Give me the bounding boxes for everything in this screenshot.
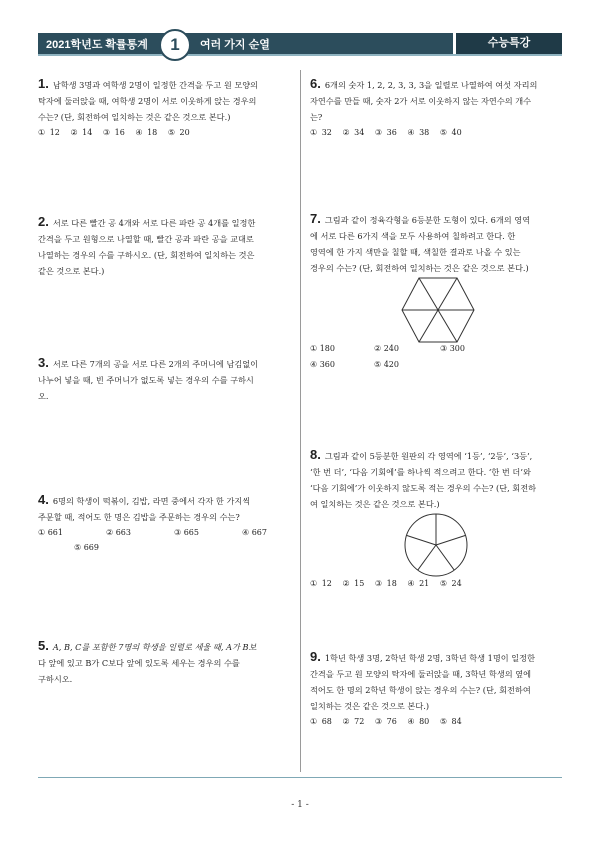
question-text: 6개의 숫자 1, 2, 2, 3, 3, 3을 일렬로 나열하여 여섯 자리의 — [324, 80, 538, 90]
choice: ③ 665 — [174, 528, 199, 537]
question-6 — [310, 76, 562, 140]
answer-choices — [38, 125, 290, 140]
question-text: ‘한 번 더’, ‘다음 기회에’를 하나씩 적으려고 한다. ‘한 번 더’와 — [310, 467, 531, 477]
question-text: 적어도 한 명의 2학년 학생이 앉는 경우의 수는? (단, 회전하여 — [310, 685, 531, 695]
question-text: 다 앞에 있고 B가 C보다 앞에 있도록 세우는 경우의 수를 — [38, 658, 240, 668]
choice: ① 68 — [310, 717, 332, 726]
question-text: 나누어 넣을 때, 빈 주머니가 없도록 넣는 경우의 수를 구하시 — [38, 375, 254, 385]
choice: ① 180 — [310, 344, 335, 353]
choice: ④ 38 — [407, 128, 430, 137]
question-8 — [310, 447, 562, 512]
question-text: ‘다음 기회에’가 이웃하지 않도록 적는 경우의 수는? (단, 회전하 — [310, 483, 537, 493]
choice: ② 72 — [342, 717, 365, 726]
question-text: 자연수를 만들 때, 숫자 2가 서로 이웃하지 않는 자연수의 개수 — [310, 96, 532, 106]
question-text: 그림과 같이 정육각형을 6등분한 도형이 있다. 6개의 영역 — [324, 215, 531, 225]
choice: ① 32 — [310, 128, 332, 137]
question-3 — [38, 355, 290, 404]
question-number: 4. — [38, 492, 49, 507]
question-text: 남학생 3명과 여학생 2명이 일정한 간격을 두고 원 모양의 — [52, 80, 259, 90]
question-text: 서로 다른 7개의 공을 서로 다른 2개의 주머니에 남김없이 — [52, 359, 259, 369]
hexagon-figure — [400, 276, 476, 344]
question-7-choices — [310, 341, 562, 371]
question-5 — [38, 638, 290, 687]
choice: ⑤ 84 — [439, 717, 462, 726]
question-text: 수는? (단, 회전하여 일치하는 것은 같은 것으로 본다.) — [38, 112, 231, 122]
choice: ② 15 — [342, 579, 365, 588]
chapter-number-badge: 1 — [159, 29, 191, 61]
choice: ⑤ 40 — [439, 128, 462, 137]
book-tag: 수능특강 — [453, 33, 562, 54]
question-9 — [310, 649, 562, 729]
question-text: 탁자에 둘러앉을 때, 여학생 2명이 서로 이웃하게 앉는 경우의 — [38, 96, 257, 106]
question-text: 여 일치하는 것은 같은 것으로 본다.) — [310, 499, 440, 509]
question-number: 1. — [38, 76, 49, 91]
choice: ① 661 — [38, 528, 63, 537]
answer-choices — [38, 525, 290, 555]
choice: ③ 300 — [440, 344, 465, 353]
question-text: 서로 다른 빨간 공 4개와 서로 다른 파란 공 4개를 일정한 — [52, 218, 256, 228]
question-text: 1학년 학생 3명, 2학년 학생 2명, 3학년 학생 1명이 일정한 — [324, 653, 536, 663]
choice: ② 663 — [106, 528, 131, 537]
question-text: 그림과 같이 5등분한 원판의 각 영역에 ‘1등’, ‘2등’, ‘3등’, — [324, 451, 533, 461]
circle-disc-figure — [403, 512, 469, 578]
choice: ⑤ 20 — [167, 128, 190, 137]
choice: ④ 360 — [310, 360, 335, 369]
header-stripe — [38, 54, 562, 56]
question-number: 9. — [310, 649, 321, 664]
choice: ④ 667 — [242, 528, 267, 537]
question-text: 나열하는 경우의 수를 구하시오. (단, 회전하여 일치하는 것은 — [38, 250, 255, 260]
question-text: 일치하는 것은 같은 것으로 본다.) — [310, 701, 430, 711]
page-header — [38, 33, 562, 54]
question-text: 6명의 학생이 떡볶이, 김밥, 라면 중에서 각자 한 가지씩 — [52, 496, 251, 506]
choice: ② 240 — [374, 344, 399, 353]
answer-choices — [310, 714, 562, 729]
choice: ③ 36 — [374, 128, 397, 137]
question-text: A, B, C를 포함한 7명의 학생을 일렬로 세울 때, A가 B보 — [52, 642, 257, 652]
question-4 — [38, 492, 290, 555]
question-number: 2. — [38, 214, 49, 229]
question-text: 간격을 두고 원형으로 나열할 때, 빨간 공과 파란 공을 교대로 — [38, 234, 254, 244]
header-subject: 2021학년도 확률통계 — [46, 39, 148, 51]
footer-divider — [38, 777, 562, 778]
question-text: 같은 것으로 본다.) — [38, 266, 105, 276]
question-number: 3. — [38, 355, 49, 370]
column-divider — [300, 70, 301, 772]
choice: ⑤ 669 — [74, 543, 99, 552]
choice: ④ 21 — [407, 579, 430, 588]
answer-choices — [310, 576, 562, 591]
question-8-choices — [310, 576, 562, 591]
choice: ③ 18 — [374, 579, 397, 588]
question-number: 6. — [310, 76, 321, 91]
choice: ④ 18 — [135, 128, 158, 137]
question-text: 경우의 수는? (단, 회전하여 일치하는 것은 같은 것으로 본다.) — [310, 263, 529, 273]
choice: ② 34 — [342, 128, 365, 137]
page-number: - 1 - — [291, 800, 309, 810]
choice: ⑤ 420 — [374, 360, 399, 369]
choice: ① 12 — [310, 579, 332, 588]
choice: ③ 76 — [374, 717, 397, 726]
question-text: 구하시오. — [38, 674, 73, 684]
answer-choices — [310, 341, 562, 371]
question-1 — [38, 76, 290, 140]
choice: ③ 16 — [102, 128, 125, 137]
choice: ① 12 — [38, 128, 60, 137]
answer-choices — [310, 125, 562, 140]
question-text: 는? — [310, 112, 323, 122]
chapter-title: 여러 가지 순열 — [200, 39, 270, 51]
question-text: 간격을 두고 원 모양의 탁자에 둘러앉을 때, 3학년 학생의 옆에 — [310, 669, 532, 679]
choice: ④ 80 — [407, 717, 430, 726]
choice: ② 14 — [70, 128, 93, 137]
question-text: 오. — [38, 391, 49, 401]
question-2 — [38, 214, 290, 279]
question-7 — [310, 211, 562, 276]
question-number: 5. — [38, 638, 49, 653]
question-text: 주문할 때, 적어도 한 명은 김밥을 주문하는 경우의 수는? — [38, 512, 240, 522]
question-text: 에 서로 다른 6가지 색을 모두 사용하여 칠하려고 한다. 한 — [310, 231, 516, 241]
question-number: 8. — [310, 447, 321, 462]
question-number: 7. — [310, 211, 321, 226]
choice: ⑤ 24 — [439, 579, 462, 588]
question-text: 영역에 한 가지 색만을 칠할 때, 색칠한 결과로 나올 수 있는 — [310, 247, 521, 257]
